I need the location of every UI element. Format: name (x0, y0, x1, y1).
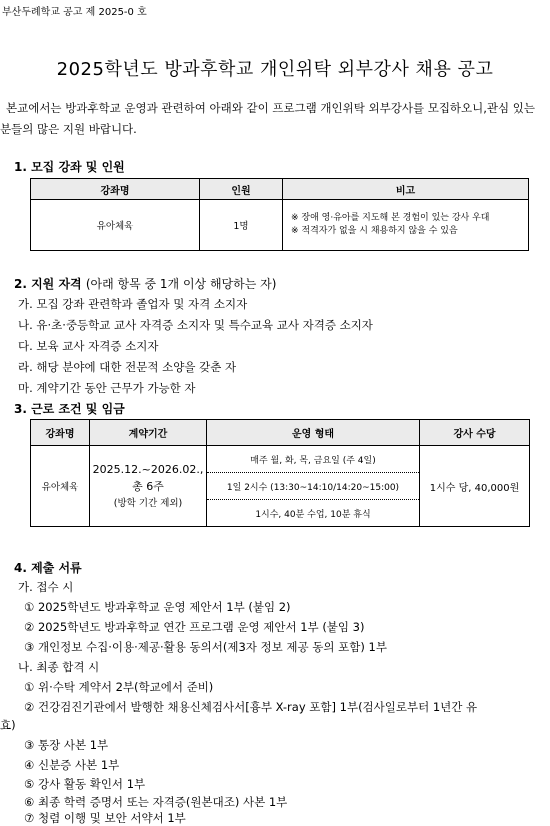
list-item: ⑦ 청렴 이행 및 보안 서약서 1부 (24, 811, 186, 825)
list-item: 마. 계약기간 동안 근무가 가능한 자 (18, 381, 196, 395)
period-line: (방학 기간 제외) (113, 497, 183, 509)
pay-cell: 1시수 당, 40,000원 (420, 446, 530, 527)
group-label: 가. 접수 시 (18, 580, 74, 594)
table-header-row (31, 179, 529, 200)
group-label: 나. 최종 합격 시 (18, 660, 100, 674)
column-header: 비고 (283, 179, 529, 200)
table-row (31, 446, 530, 473)
course-cell: 유아체육 (31, 446, 90, 527)
column-header: 강좌명 (31, 179, 200, 200)
list-item: ⑤ 강사 활동 확인서 1부 (24, 777, 146, 791)
column-header: 강사 수당 (420, 420, 530, 446)
list-item: ④ 신분증 사본 1부 (24, 758, 120, 772)
section3-heading: 3. 근로 조건 및 임금 (14, 402, 125, 416)
course-cell: 유아체육 (31, 200, 200, 251)
list-item: ⑥ 최종 학력 증명서 또는 자격증(원본대조) 사본 1부 (24, 795, 288, 809)
period-line: 2025.12.~2026.02., (92, 462, 204, 476)
list-item: 나. 유·초·중등학교 교사 자격증 소지자 및 특수교육 교사 자격증 소지자 (18, 318, 373, 332)
list-item: ① 2025학년도 방과후학교 운영 제안서 1부 (붙임 2) (24, 600, 291, 614)
section1-heading: 1. 모집 강좌 및 인원 (14, 160, 125, 174)
list-item-continuation: 효) (0, 718, 16, 732)
list-item: 다. 보육 교사 자격증 소지자 (18, 339, 159, 353)
contract-period-cell (90, 446, 207, 527)
operation-cell: 매주 월, 화, 목, 금요일 (주 4일) (207, 446, 420, 473)
list-item: ② 2025학년도 방과후학교 연간 프로그램 운영 제안서 1부 (붙임 3) (24, 620, 365, 634)
recruitment-table (30, 178, 529, 251)
table-header-row (31, 420, 530, 446)
operation-cell: 1시수, 40분 수업, 10분 휴식 (207, 500, 420, 527)
list-item: ③ 개인정보 수집·이용·제공·활용 동의서(제3자 정보 제공 동의 포함) 1부 (24, 640, 387, 654)
column-header: 강좌명 (31, 420, 90, 446)
section2-title: 2. 지원 자격 (14, 277, 82, 291)
period-line: 총 6주 (132, 479, 164, 493)
column-header: 인원 (200, 179, 283, 200)
operation-cell: 1일 2시수 (13:30~14:10/14:20~15:00) (207, 473, 420, 500)
count-cell: 1명 (200, 200, 283, 251)
note-line: ※ 적격자가 없을 시 채용하지 않을 수 있음 (291, 226, 458, 236)
list-item: ③ 통장 사본 1부 (24, 738, 109, 752)
list-item: ② 건강검진기관에서 발행한 채용신체검사서[흉부 X-ray 포함] 1부(검사일로부터 1년간 유 (24, 700, 478, 714)
section4-heading: 4. 제출 서류 (14, 561, 82, 575)
note-line: ※ 장애 영·유아를 지도해 본 경험이 있는 강사 우대 (291, 213, 490, 223)
page-title: 2025학년도 방과후학교 개인위탁 외부강사 채용 공고 (56, 59, 494, 80)
section2-heading (14, 275, 276, 292)
column-header: 계약기간 (90, 420, 207, 446)
table-row (31, 200, 529, 251)
intro-paragraph: 본교에서는 방과후학교 운영과 관련하여 아래와 같이 프로그램 개인위탁 외부강사를 모집하오니,관심 있는 분들의 많은 지원 바랍니다. (0, 101, 536, 136)
column-header: 운영 형태 (207, 420, 420, 446)
document-number: 부산두례학교 공고 제 2025-0 호 (2, 7, 147, 18)
list-item: 라. 해당 분야에 대한 전문적 소양을 갖춘 자 (18, 360, 237, 374)
notes-cell (283, 200, 529, 251)
section2-note: (아래 항목 중 1개 이상 해당하는 자) (85, 277, 277, 291)
working-conditions-table (30, 419, 530, 527)
list-item: 가. 모집 강좌 관련학과 졸업자 및 자격 소지자 (18, 297, 248, 311)
list-item: ① 위·수탁 계약서 2부(학교에서 준비) (24, 680, 214, 694)
